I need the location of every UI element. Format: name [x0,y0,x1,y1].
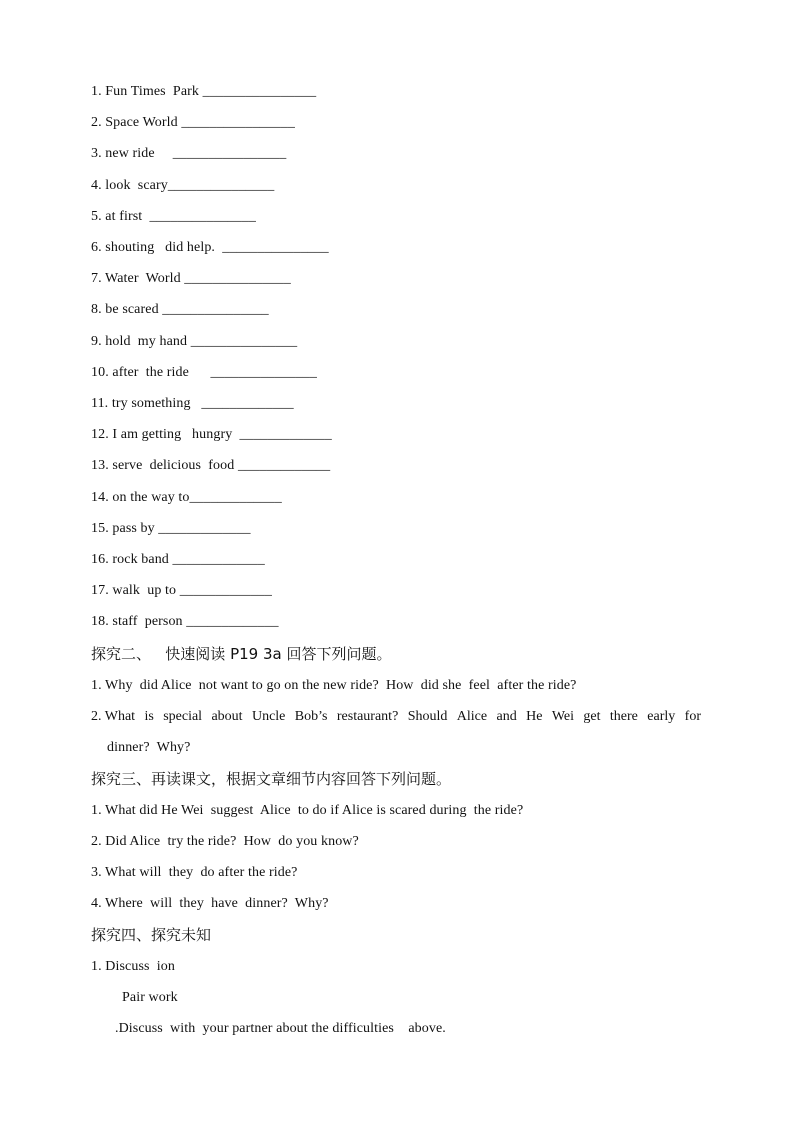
question-2-word: and [496,709,517,724]
vocab-item: 3. new ride ________________ [91,146,287,161]
vocab-item: 5. at first _______________ [91,209,256,224]
vocab-item: 11. try something _____________ [91,396,294,411]
vocab-item: 12. I am getting hungry _____________ [91,427,332,442]
section-2-question-1: 1. Why did Alice not want to go on the new ride? How did she feel after the ride? [91,678,577,693]
vocab-item: 8. be scared _______________ [91,302,269,317]
section-3-question-4: 4. Where will they have dinner? Why? [91,896,329,911]
question-2-word: early [647,709,676,724]
question-2-word: restaurant? [336,709,399,724]
question-2-word: 2. What [91,709,136,724]
question-2-word: about [211,709,243,724]
section-3-question-2: 2. Did Alice try the ride? How do you know? [91,834,359,849]
question-2-word: there [609,709,638,724]
vocab-item: 17. walk up to _____________ [91,583,273,598]
vocab-item: 15. pass by _____________ [91,521,251,536]
vocab-item: 4. look scary_______________ [91,178,275,193]
section-2-question-2-continued: dinner? Why? [107,740,191,755]
section-3-question-1: 1. What did He Wei suggest Alice to do if Alice is scared during the ride? [91,803,524,818]
section-3-heading: 探究三、再读课文，根据文章细节内容回答下列问题。 [91,770,452,788]
vocab-item: 7. Water World _______________ [91,271,291,286]
section-2-heading: 探究二、 快速阅读 P19 3a 回答下列问题。 [91,645,392,663]
vocab-item: 16. rock band _____________ [91,552,265,567]
section-2-question-2 [91,707,701,727]
pair-work-label: Pair work [122,990,178,1005]
question-2-word: is [144,709,154,724]
question-2-word: get [583,709,601,724]
vocab-item: 18. staff person _____________ [91,614,279,629]
vocab-item: 1. Fun Times Park ________________ [91,84,317,99]
question-2-word: Alice [456,709,488,724]
vocab-item: 6. shouting did help. _______________ [91,240,329,255]
vocab-item: 2. Space World ________________ [91,115,295,130]
question-2-word: Uncle [251,709,286,724]
question-2-word: Wei [551,709,575,724]
vocab-item: 10. after the ride _______________ [91,365,318,380]
section-3-question-3: 3. What will they do after the ride? [91,865,298,880]
vocab-item: 13. serve delicious food _____________ [91,458,331,473]
question-2-word: Should [407,709,448,724]
question-2-word: He [526,709,543,724]
discuss-instruction: .Discuss with your partner about the difficulties above. [115,1021,446,1036]
vocab-item: 9. hold my hand _______________ [91,334,298,349]
section-4-heading: 探究四、探究未知 [91,926,212,944]
vocab-item: 14. on the way to_____________ [91,490,282,505]
question-2-word: Bob’s [294,709,328,724]
question-2-word: special [163,709,203,724]
question-2-word: for [684,709,701,724]
section-4-item-1: 1. Discuss ion [91,959,175,974]
